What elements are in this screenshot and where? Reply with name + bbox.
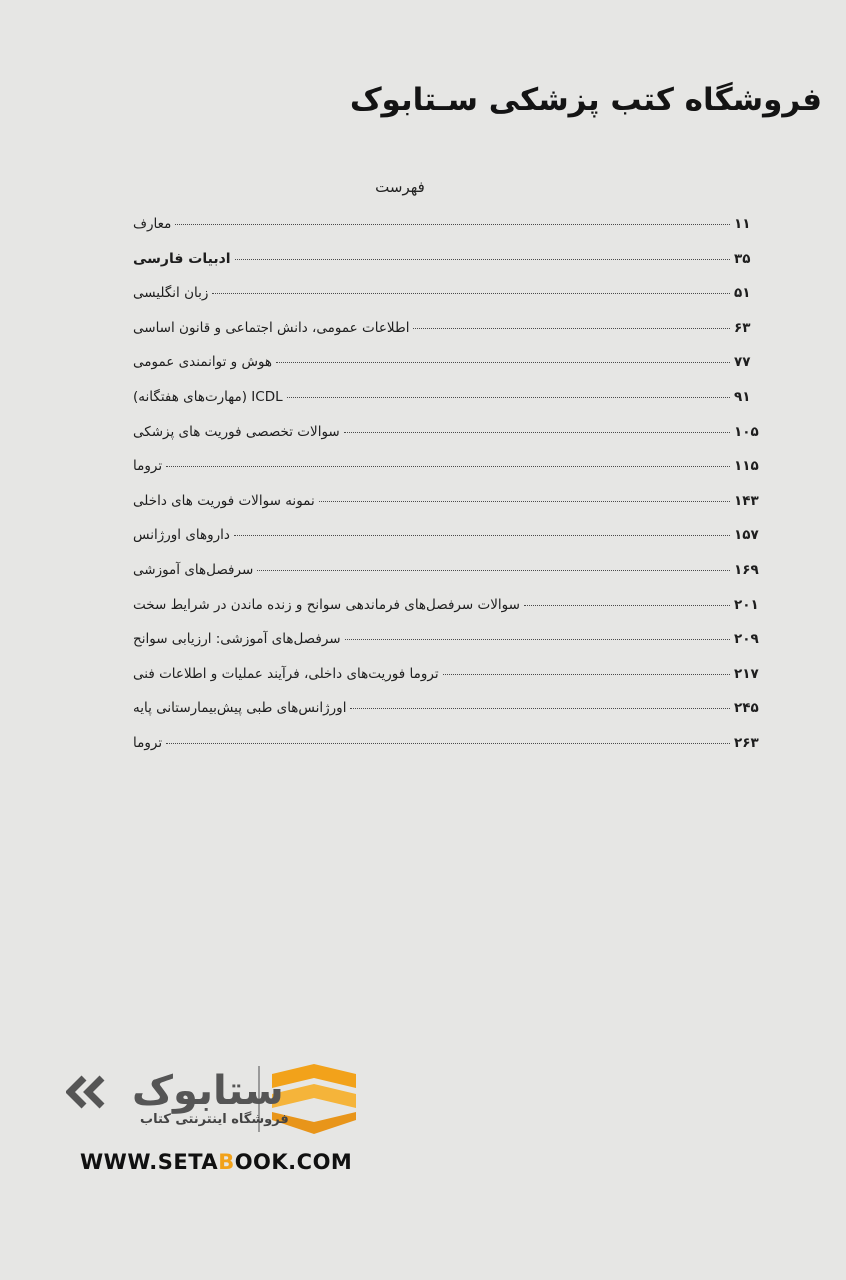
toc-entry-leader-dots — [235, 259, 730, 260]
toc-entry-title: تروما فوریت‌های داخلی، فرآیند عملیات و اطلاعات فنی — [133, 665, 439, 682]
toc-entry-leader-dots — [175, 224, 730, 225]
toc-entry — [130, 666, 764, 701]
toc-entry-title: ادبیات فارسی — [133, 250, 231, 267]
toc-entry-title: سوالات تخصصی فوریت های پزشکی — [133, 423, 340, 440]
toc-entry — [130, 631, 764, 666]
toc-entry-page-number: ۱۱۵ — [734, 458, 759, 475]
toc-entry-title: تروما — [133, 458, 163, 475]
toc-entry-page-number: ۹۱ — [734, 388, 751, 405]
toc-entry-title: نمونه سوالات فوریت های داخلی — [133, 492, 315, 509]
toc-entry-page-number: ۲۶۳ — [734, 734, 759, 751]
website-suffix: OOK.COM — [234, 1150, 353, 1174]
toc-entry-page-number: ۱۴۳ — [734, 492, 759, 509]
toc-entry-page-number: ۲۱۷ — [734, 665, 759, 682]
toc-entry-title: تروما — [133, 734, 163, 751]
toc-entry — [130, 597, 764, 632]
toc-entry — [130, 285, 764, 320]
toc-entry — [130, 700, 764, 735]
toc-heading: فهرست — [375, 178, 425, 196]
toc-entry-title: اطلاعات عمومی، دانش اجتماعی و قانون اساسی — [133, 319, 410, 336]
toc-entry-page-number: ۷۷ — [734, 354, 751, 371]
toc-entry-leader-dots — [287, 397, 730, 398]
toc-entry — [130, 735, 764, 770]
toc-entry-leader-dots — [319, 501, 730, 502]
toc-entry-leader-dots — [344, 432, 730, 433]
toc-entry-leader-dots — [443, 674, 730, 675]
toc-entry-page-number: ۵۱ — [734, 285, 751, 302]
toc-entry-leader-dots — [524, 605, 730, 606]
toc-entry-leader-dots — [257, 570, 730, 571]
toc-entry — [130, 389, 764, 424]
toc-entry — [130, 493, 764, 528]
toc-entry-page-number: ۶۳ — [734, 319, 751, 336]
website-accent: B — [218, 1150, 235, 1174]
toc-entry-leader-dots — [350, 708, 730, 709]
website-prefix: WWW.SETA — [80, 1150, 219, 1174]
toc-entry — [130, 320, 764, 355]
toc-entry — [130, 424, 764, 459]
toc-entry-leader-dots — [166, 743, 730, 744]
toc-entry — [130, 458, 764, 493]
toc-entry-title: سرفصل‌های آموزشی: ارزیابی سوانح — [133, 631, 341, 648]
toc-entry-title: معارف — [133, 216, 172, 232]
toc-entry — [130, 527, 764, 562]
toc-entry-page-number: ۲۰۹ — [734, 631, 759, 648]
toc-entry-leader-dots — [413, 328, 730, 329]
toc-entry-page-number: ۲۰۱ — [734, 596, 759, 613]
toc-entry-title: ICDL (مهارت‌های هفتگانه) — [133, 388, 283, 405]
table-of-contents — [130, 216, 764, 770]
toc-entry-title: زبان انگلیسی — [133, 285, 209, 302]
website-url[interactable] — [80, 1150, 352, 1174]
store-title: فروشگاه کتب پزشکی سـتابوک — [349, 82, 822, 118]
toc-entry-page-number: ۳۵ — [734, 250, 751, 267]
toc-entry-title: هوش و توانمندی عمومی — [133, 354, 273, 371]
logo-brand-text: ستابوک — [132, 1068, 284, 1114]
toc-entry-title: اورژانس‌های طبی پیش‌بیمارستانی پایه — [133, 700, 347, 717]
toc-entry-leader-dots — [234, 535, 730, 536]
toc-entry-title: داروهای اورژانس — [133, 527, 230, 544]
toc-entry-title: سرفصل‌های آموزشی — [133, 561, 254, 578]
toc-entry — [130, 251, 764, 286]
double-chevron-icon — [66, 1074, 116, 1110]
toc-entry-page-number: ۲۴۵ — [734, 700, 759, 717]
toc-entry — [130, 562, 764, 597]
toc-entry-page-number: ۱۵۷ — [734, 527, 759, 544]
toc-entry-leader-dots — [276, 362, 730, 363]
toc-entry-page-number: ۱۶۹ — [734, 561, 759, 578]
toc-entry — [130, 354, 764, 389]
toc-entry-leader-dots — [345, 639, 730, 640]
toc-entry-page-number: ۱۰۵ — [734, 423, 759, 440]
toc-entry-leader-dots — [166, 466, 730, 467]
logo-subtitle: فروشگاه اینترنتی کتاب — [140, 1112, 289, 1127]
toc-entry-leader-dots — [212, 293, 730, 294]
toc-entry-page-number: ۱۱ — [734, 216, 751, 232]
toc-entry — [130, 216, 764, 251]
toc-entry-title: سوالات سرفصل‌های فرماندهی سوانح و زنده ماندن در شرایط سخت — [133, 596, 520, 613]
